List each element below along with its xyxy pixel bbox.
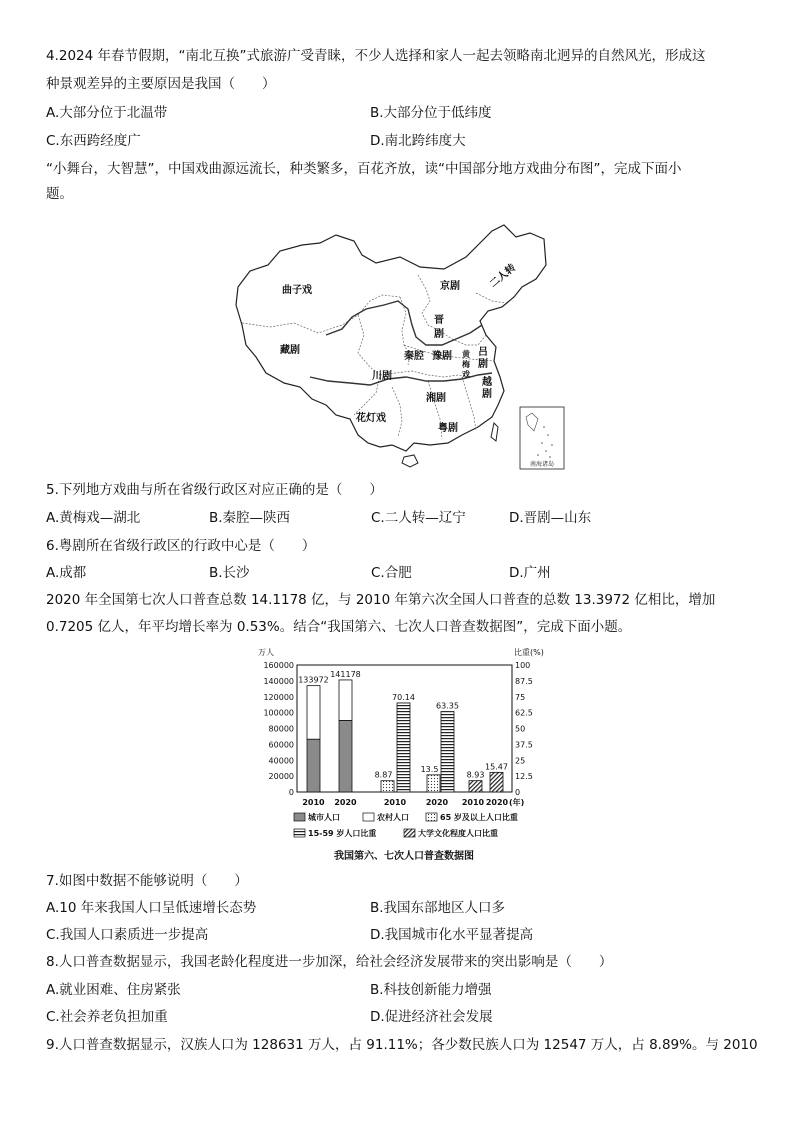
- ratio-bar: [441, 712, 454, 792]
- q6-option-d: D.广州: [509, 565, 551, 581]
- map-label-yuju: 豫剧: [432, 351, 452, 362]
- q7-option-a: A.10 年来我国人口呈低速增长态势: [46, 900, 257, 916]
- inset-label: 南海诸岛: [529, 461, 555, 468]
- map-label-yue-2: 剧: [482, 389, 492, 400]
- taiwan-island: [491, 423, 498, 441]
- legend-swatch: [294, 829, 305, 837]
- q5-stem: 5.下列地方戏曲与所在省级行政区对应正确的是（ ）: [46, 482, 383, 498]
- q7-option-b: B.我国东部地区人口多: [370, 900, 506, 916]
- right-tick-label: 12.5: [515, 772, 533, 782]
- q9-stem: 9.人口普查数据显示，汉族人口为 128631 万人，占 91.11%；各少数民族人口为 12547 万人，占 8.89%。与 2010: [46, 1037, 758, 1053]
- left-tick-label: 40000: [268, 756, 294, 766]
- q4-option-a: A.大部分位于北温带: [46, 105, 168, 121]
- map-label-huadeng: 花灯戏: [356, 413, 386, 424]
- right-tick-label: 75: [515, 692, 526, 702]
- x-category-label: 2010: [461, 798, 485, 807]
- map-label-yueju: 粤剧: [438, 423, 458, 434]
- x-category-label: 2020: [485, 798, 509, 807]
- ratio-value-label: 15.47: [485, 762, 508, 772]
- q4-option-b: B.大部分位于低纬度: [370, 105, 492, 121]
- q6-stem: 6.粤剧所在省级行政区的行政中心是（ ）: [46, 538, 316, 554]
- q8-option-b: B.科技创新能力增强: [370, 982, 492, 998]
- map-label-lv-1: 吕: [478, 347, 488, 358]
- map-label-jin-1: 晋: [434, 315, 444, 326]
- map-label-huangmei-2: 梅: [462, 360, 470, 369]
- map-label-jin-2: 剧: [434, 329, 444, 340]
- legend-label: 15-59 岁人口比重: [308, 829, 377, 838]
- left-tick-label: 120000: [263, 692, 294, 702]
- left-tick-label: 0: [288, 788, 294, 797]
- population-total-label: 133972: [298, 675, 329, 685]
- ratio-bar: [381, 781, 394, 792]
- census-intro-line1: 2020 年全国第七次人口普查总数 14.1178 亿，与 2010 年第六次全国人口普查的总数 13.3972 亿相比，增加: [46, 592, 716, 608]
- map-label-jingju: 京剧: [440, 281, 460, 292]
- opera-distribution-map: [230, 205, 575, 475]
- q7-option-d: D.我国城市化水平显著提高: [370, 927, 534, 943]
- q4-option-c: C.东西跨经度广: [46, 133, 141, 149]
- map-label-errenzhuan: 二人转: [488, 262, 519, 290]
- legend-label: 农村人口: [377, 813, 409, 822]
- left-axis-unit: 万人: [258, 648, 274, 657]
- left-tick-label: 100000: [263, 708, 294, 718]
- map-outline: [236, 225, 546, 451]
- map-label-chuanju: 川剧: [372, 371, 392, 382]
- q5-option-b: B.秦腔—陕西: [209, 510, 291, 526]
- q6-option-a: A.成都: [46, 565, 87, 581]
- map-label-lv-2: 剧: [478, 359, 488, 370]
- right-tick-label: 62.5: [515, 708, 533, 718]
- q5-option-d: D.晋剧—山东: [509, 510, 592, 526]
- right-tick-label: 37.5: [515, 740, 533, 750]
- legend-swatch: [363, 813, 374, 821]
- opera-intro-line2: 题。: [46, 186, 73, 202]
- q7-stem: 7.如图中数据不能够说明（ ）: [46, 873, 248, 889]
- urban-population-bar: [339, 720, 352, 792]
- x-category-label: 2010: [383, 798, 407, 807]
- left-tick-label: 160000: [263, 661, 294, 670]
- ratio-value-label: 63.35: [436, 701, 459, 711]
- ratio-value-label: 8.87: [374, 770, 393, 780]
- rural-population-bar: [307, 686, 320, 740]
- q8-option-c: C.社会养老负担加重: [46, 1009, 168, 1025]
- map-label-xiangju: 湘剧: [426, 393, 446, 404]
- population-total-label: 141178: [330, 669, 361, 679]
- map-label-zangju: 藏剧: [280, 345, 300, 356]
- q8-stem: 8.人口普查数据显示，我国老龄化程度进一步加深，给社会经济发展带来的突出影响是（ ）: [46, 954, 613, 970]
- rural-population-bar: [339, 680, 352, 720]
- right-tick-label: 50: [515, 724, 526, 734]
- map-label-huangmei-3: 戏: [462, 370, 470, 379]
- legend-label: 城市人口: [308, 813, 340, 822]
- right-tick-label: 0: [515, 788, 521, 797]
- census-intro-line2: 0.7205 亿人，年平均增长率为 0.53%。结合“我国第六、七次人口普查数据图”，完成下面小题。: [46, 619, 632, 635]
- legend-swatch: [294, 813, 305, 821]
- q8-option-a: A.就业困难、住房紧张: [46, 982, 181, 998]
- q4-stem-line1: 4.2024 年春节假期，“南北互换”式旅游广受青睐，不少人选择和家人一起去领略南北迥异的自然风光，形成这: [46, 48, 706, 64]
- x-category-label: 2010: [302, 798, 325, 807]
- q7-option-c: C.我国人口素质进一步提高: [46, 927, 209, 943]
- map-label-quzi: 曲子戏: [282, 285, 312, 296]
- urban-population-bar: [307, 739, 320, 792]
- ratio-bar: [397, 703, 410, 792]
- opera-intro-line1: “小舞台，大智慧”，中国戏曲源远流长，种类繁多，百花齐放，读“中国部分地方戏曲分布图”，完成下面小: [46, 161, 682, 177]
- right-tick-label: 87.5: [515, 676, 533, 686]
- south-sea-inset: [520, 407, 564, 469]
- q4-option-d: D.南北跨纬度大: [370, 133, 466, 149]
- q5-option-c: C.二人转—辽宁: [371, 510, 466, 526]
- x-axis-unit: (年): [509, 798, 525, 807]
- left-tick-label: 140000: [263, 676, 294, 686]
- left-tick-label: 20000: [268, 772, 294, 782]
- q6-option-c: C.合肥: [371, 565, 412, 581]
- q6-option-b: B.长沙: [209, 565, 250, 581]
- ratio-value-label: 13.5: [420, 764, 439, 774]
- right-tick-label: 100: [515, 661, 531, 670]
- q8-option-d: D.促进经济社会发展: [370, 1009, 493, 1025]
- hainan-island: [402, 455, 418, 467]
- legend-swatch: [404, 829, 415, 837]
- left-tick-label: 60000: [268, 740, 294, 750]
- q5-option-a: A.黄梅戏—湖北: [46, 510, 141, 526]
- left-tick-label: 80000: [268, 724, 294, 734]
- map-label-yue-1: 越: [482, 377, 492, 388]
- map-label-qinqiang: 秦腔: [404, 351, 424, 362]
- x-category-label: 2020: [425, 798, 449, 807]
- right-tick-label: 25: [515, 756, 526, 766]
- ratio-value-label: 70.14: [392, 692, 415, 702]
- x-category-label: 2020: [334, 798, 357, 807]
- map-label-huangmei-1: 黄: [462, 350, 470, 359]
- ratio-value-label: 8.93: [466, 770, 485, 780]
- ratio-bar: [490, 772, 503, 792]
- q4-stem-line2: 种景观差异的主要原因是我国（ ）: [46, 76, 276, 92]
- legend-swatch: [426, 813, 437, 821]
- ratio-bar: [427, 775, 440, 792]
- chart-title: 我国第六、七次人口普查数据图: [334, 851, 474, 862]
- ratio-bar: [469, 781, 482, 792]
- right-axis-unit: 比重(%): [514, 648, 544, 657]
- legend-label: 65 岁及以上人口比重: [440, 813, 518, 822]
- legend-label: 大学文化程度人口比重: [418, 829, 498, 838]
- census-chart: [256, 645, 556, 865]
